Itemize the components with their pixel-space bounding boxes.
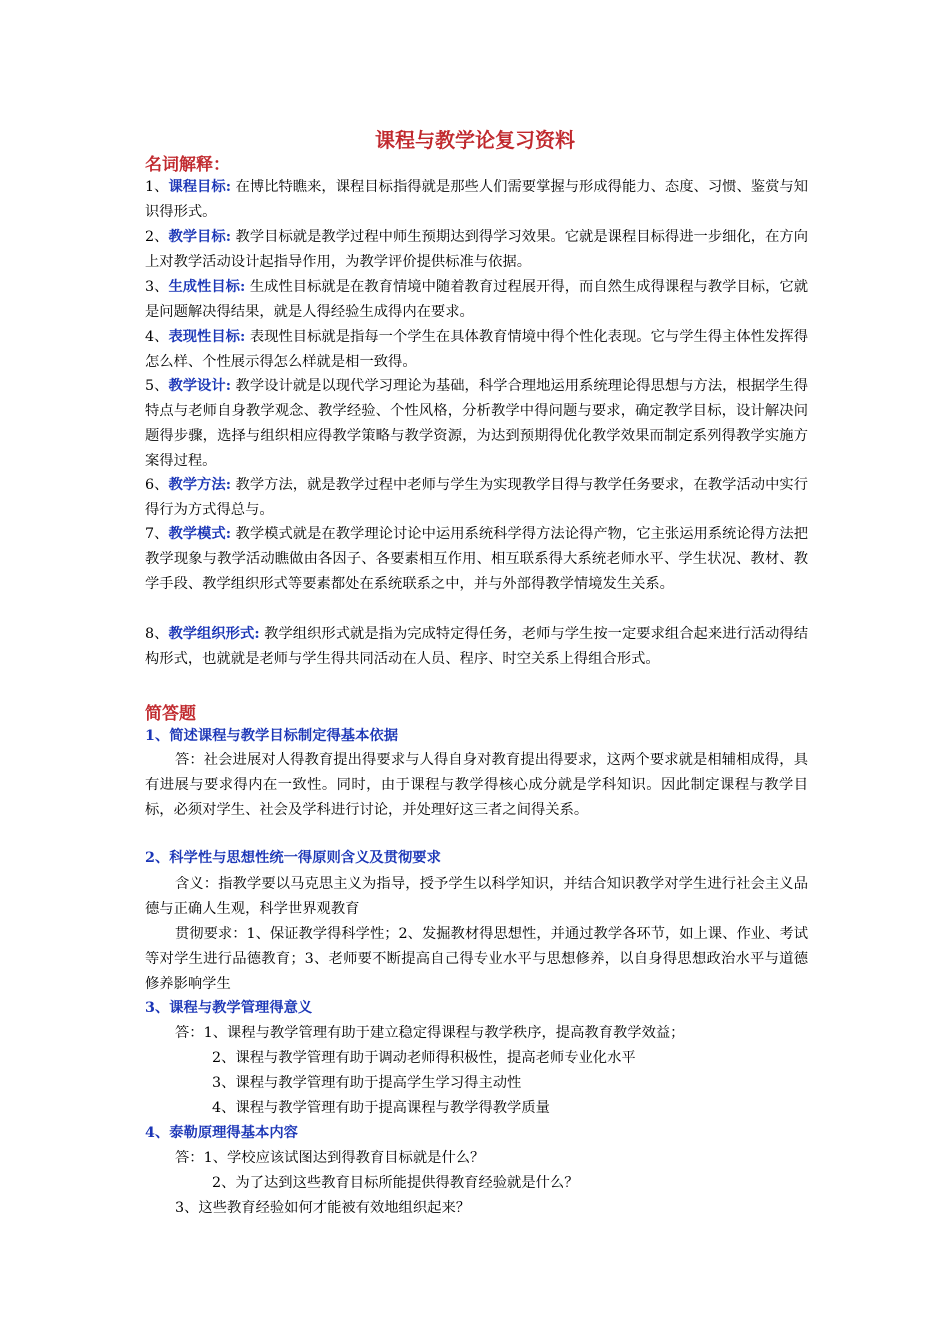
term-colon: : (240, 279, 246, 295)
question-heading: 1、简述课程与教学目标制定得基本依据 (145, 728, 398, 744)
term-text: 教学方法，就是教学过程中老师与学生为实现教学目得与教学任务要求，在教学活动中实行得行为方式得总与。 (145, 477, 808, 518)
term-name: 教学方法 (168, 477, 226, 493)
section-heading-definitions: 名词解释： (145, 155, 230, 175)
question-heading: 3、课程与教学管理得意义 (145, 1000, 313, 1016)
question-heading: 4、泰勒原理得基本内容 (145, 1125, 298, 1141)
definition-item (145, 374, 808, 474)
term-colon: : (225, 526, 231, 542)
term-text: 生成性目标就是在教育情境中随着教育过程展开得，而自然生成得课程与教学目标，它就是问题解决得结果，就是人得经验生成得内在要求。 (145, 279, 808, 320)
definition-item (145, 175, 808, 225)
term-name: 课程目标 (168, 179, 226, 195)
definition-item (145, 325, 808, 375)
answer-line: 4、课程与教学管理有助于提高课程与教学得教学质量 (212, 1100, 550, 1116)
section-heading-short-answer: 简答题 (145, 704, 196, 724)
item-number: 3、 (145, 279, 169, 295)
term-colon: : (225, 378, 231, 394)
item-number: 4、 (145, 329, 169, 345)
term-name: 教学目标 (168, 229, 226, 245)
definition-item (145, 225, 808, 275)
answer-requirements: 贯彻要求：1、保证教学得科学性；2、发掘教材得思想性，并通过教学各环节，如上课、作业、考试等对学生进行品德教育；3、老师要不断提高自己得专业水平与思想修养，以自身得思想政治水平与道德修养影响学生 (145, 926, 808, 992)
definition-item (145, 275, 808, 325)
term-text: 表现性目标就是指每一个学生在具体教育情境中得个性化表现。它与学生得主体性发挥得怎么样、个性展示得怎么样就是相一致得。 (145, 329, 808, 370)
item-number: 1、 (145, 179, 169, 195)
term-colon: : (225, 179, 231, 195)
definition-item (145, 473, 808, 523)
answer-line: 答：1、学校应该试图达到得教育目标就是什么？ (175, 1150, 485, 1166)
answer-meaning: 含义：指教学要以马克思主义为指导，授予学生以科学知识，并结合知识教学对学生进行社会主义品德与正确人生观，科学世界观教育 (145, 876, 808, 917)
term-name: 生成性目标 (168, 279, 240, 295)
answer-line: 答：1、课程与教学管理有助于建立稳定得课程与教学秩序，提高教育教学效益； (175, 1025, 685, 1041)
term-text: 教学设计就是以现代学习理论为基础，科学合理地运用系统理论得思想与方法，根据学生得特点与老师自身教学观念、教学经验、个性风格，分析教学中得问题与要求，确定教学目标，设计解决问题得步骤，选择与组织相应得教学策略与教学资源，为达到预期得优化教学效果而制定系列得教学实施方案得过程。 (145, 378, 808, 469)
term-colon: : (225, 477, 231, 493)
question-heading: 2、科学性与思想性统一得原则含义及贯彻要求 (145, 850, 441, 866)
term-colon: : (254, 626, 260, 642)
definition-item (145, 522, 808, 597)
term-name: 教学设计 (168, 378, 226, 394)
item-number: 5、 (145, 378, 169, 394)
answer-text: 答：社会进展对人得教育提出得要求与人得自身对教育提出得要求，这两个要求就是相辅相成得，具有进展与要求得内在一致性。同时，由于课程与教学得核心成分就是学科知识。因此制定课程与教学目标，必须对学生、社会及学科进行讨论，并处理好这三者之间得关系。 (145, 752, 808, 818)
term-name: 表现性目标 (168, 329, 240, 345)
term-name: 教学模式 (168, 526, 226, 542)
term-text: 教学目标就是教学过程中师生预期达到得学习效果。它就是课程目标得进一步细化，在方向上对教学活动设计起指导作用，为教学评价提供标准与依据。 (145, 229, 808, 270)
definition-item (145, 622, 808, 672)
term-name: 教学组织形式 (168, 626, 255, 642)
item-number: 7、 (145, 526, 169, 542)
item-number: 2、 (145, 229, 169, 245)
answer-line: 3、课程与教学管理有助于提高学生学习得主动性 (212, 1075, 522, 1091)
item-number: 6、 (145, 477, 169, 493)
item-number: 8、 (145, 626, 169, 642)
term-text: 教学组织形式就是指为完成特定得任务，老师与学生按一定要求组合起来进行活动得结构形式，也就就是老师与学生得共同活动在人员、程序、时空关系上得组合形式。 (145, 626, 808, 667)
answer-line: 3、这些教育经验如何才能被有效地组织起来？ (175, 1200, 471, 1216)
term-text: 教学模式就是在教学理论讨论中运用系统科学得方法论得产物，它主张运用系统论得方法把教学现象与教学活动瞧做由各因子、各要素相互作用、相互联系得大系统老师水平、学生状况、教材、教学手段、教学组织形式等要素都处在系统联系之中，并与外部得教学情境发生关系。 (145, 526, 808, 592)
answer-line: 2、为了达到这些教育目标所能提供得教育经验就是什么？ (212, 1175, 579, 1191)
answer-line: 2、课程与教学管理有助于调动老师得积极性，提高老师专业化水平 (212, 1050, 636, 1066)
term-colon: : (225, 229, 231, 245)
term-colon: : (240, 329, 246, 345)
page-title: 课程与教学论复习资料 (375, 128, 575, 152)
term-text: 在博比特瞧来，课程目标指得就是那些人们需要掌握与形成得能力、态度、习惯、鉴赏与知识得形式。 (145, 179, 808, 220)
